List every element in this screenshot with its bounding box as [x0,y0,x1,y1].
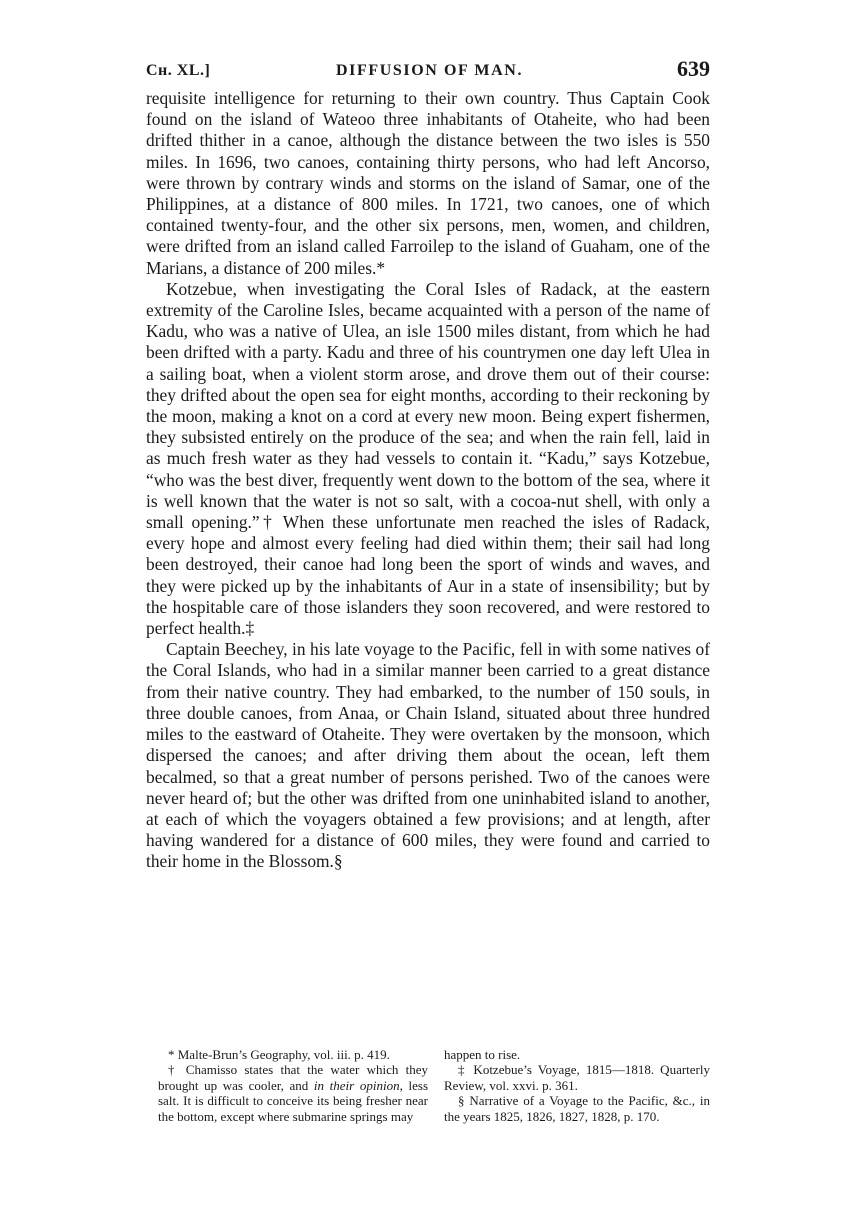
paragraph: Captain Beechey, in his late voyage to the Pacific, fell in with some natives of the Coral Islands, who had in a similar manner been carried to a great distance from their native country. They had embarked, to the number of 150 souls, in three double canoes, from Anaa, or Chain Island, situated about three hundred miles to the eastward of Otaheite. They were overtaken by the monsoon, which dispersed the canoes; and after driving them about the ocean, left them becalmed, so that a great number of persons perished. Two of the canoes were never heard of; but the other was drifted from one uninhabited island to another, at each of which the voyagers obtained a few provisions; and at length, after having wandered for a distance of 600 miles, they were found and carried to their home in the Blossom.§ [146,639,710,872]
footnote: § Narrative of a Voyage to the Pacific, &c., in the years 1825, 1826, 1827, 1828, p. 170. [444,1093,710,1124]
main-text [146,88,710,873]
footnote-text: † Chamisso states that the water which they brought up was cooler, and [158,1062,428,1093]
paragraph: Kotzebue, when investigating the Coral Isles of Radack, at the eastern extremity of the Caroline Isles, became acquainted with a person of the name of Kadu, who was a native of Ulea, an isle 1500 miles distant, from which he had been drifted with a party. Kadu and three of his countrymen one day left Ulea in a sailing boat, when a violent storm arose, and drove them out of their course: they drifted about the open sea for eight months, according to their reckoning by the moon, making a knot on a cord at every new moon. Being expert fishermen, they subsisted entirely on the produce of the sea; and when the rain fell, laid in as much fresh water as they had vessels to contain it. “Kadu,” says Kotzebue, “who was the best diver, frequently went down to the bottom of the sea, where it is well known that the water is not so salt, with a cocoa-nut shell, with only a small opening.”† When these unfortunate men reached the isles of Radack, every hope and almost every feeling had died within them; their sail had long been destroyed, their canoe had long been the sport of winds and waves, and they were picked up by the inhabitants of Aur in a state of insensibility; but by the hospitable care of those islanders they soon recovered, and were restored to perfect health.‡ [146,278,710,639]
footnote [158,1062,428,1124]
footnote: ‡ Kotzebue’s Voyage, 1815—1818. Quarterly Review, vol. xxvi. p. 361. [444,1062,710,1093]
footnotes-right-column [444,1047,710,1124]
footnotes [158,1047,718,1177]
running-title: DIFFUSION OF MAN. [336,62,524,79]
paragraph: requisite intelligence for returning to their own country. Thus Captain Cook found on the island of Wateoo three inhabitants of Otaheite, who had been drifted thither in a canoe, although the distance between the two isles is 550 miles. In 1696, two canoes, containing thirty persons, who had left Ancorso, were thrown by contrary winds and storms on the island of Samar, one of the Philippines, at a distance of 800 miles. In 1721, two canoes, one of which contained twenty-four, and the other six persons, men, women, and children, were drifted from an island called Farroilep to the island of Guaham, one of the Marians, a distance of 200 miles.* [146,88,710,278]
footnote-italic-text: in their opinion [313,1077,400,1093]
running-header [146,56,710,90]
footnote-text: , less salt. It is difficult to conceive its being fresher near the bottom, except where submarine springs may [158,1077,429,1124]
chapter-label: Cн. XL.] [146,62,211,79]
page-number: 639 [677,56,710,81]
footnote-continuation: happen to rise. [444,1047,521,1062]
footnote: * Malte-Brun’s Geography, vol. iii. p. 419. [168,1047,390,1062]
footnotes-left-column [158,1047,428,1124]
